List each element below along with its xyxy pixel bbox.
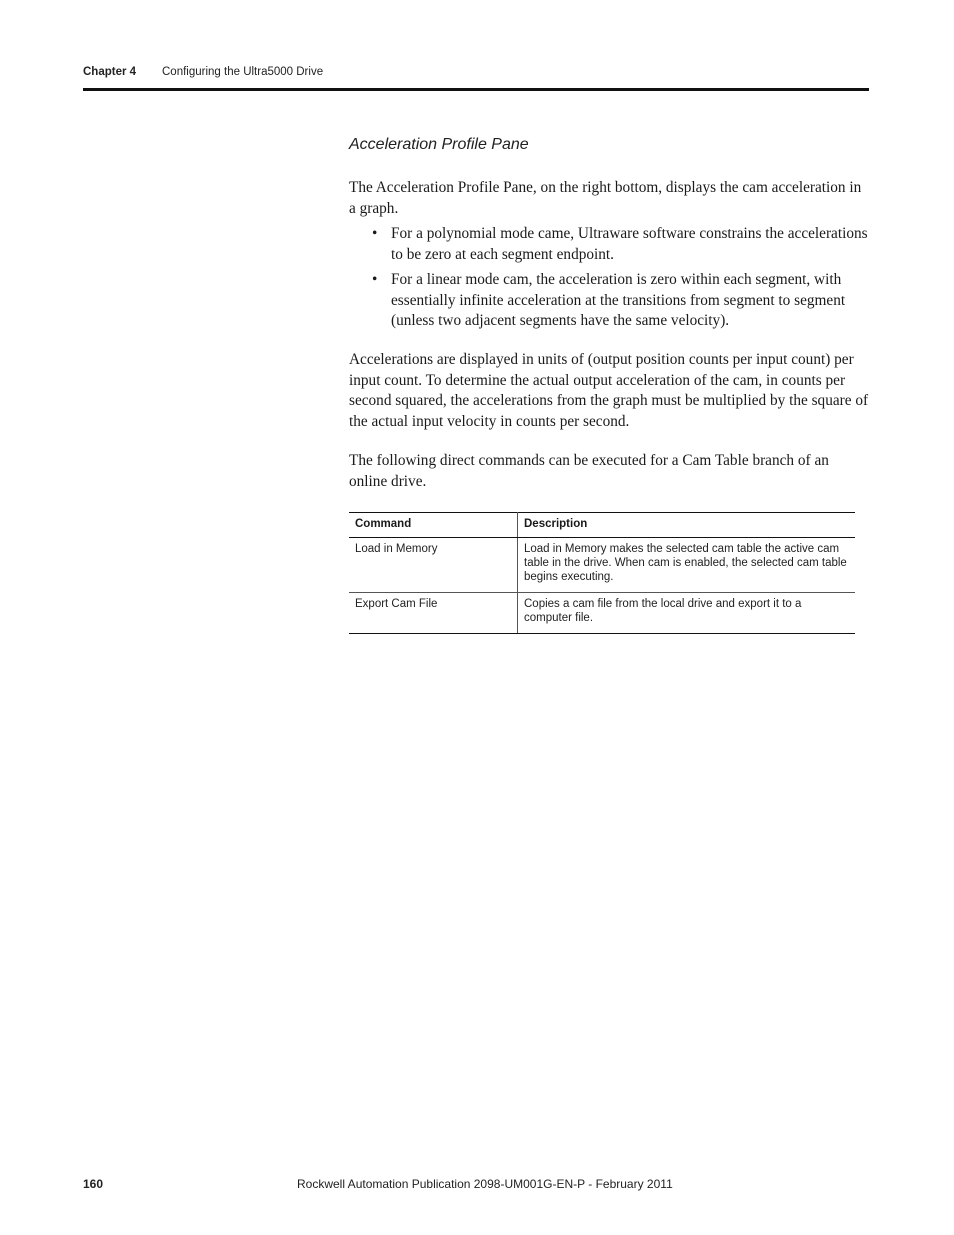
command-cell: Load in Memory (349, 538, 518, 593)
column-header-command: Command (349, 513, 518, 538)
commands-intro-paragraph: The following direct commands can be executed for a Cam Table branch of an online drive. (349, 452, 829, 490)
page-number: 160 (83, 1177, 104, 1191)
header-rule (83, 88, 869, 91)
chapter-title: Configuring the Ultra5000 Drive (162, 66, 324, 78)
intro-paragraph: The Acceleration Profile Pane, on the right bottom, displays the cam acceleration in a graph. (349, 179, 862, 217)
description-cell: Copies a cam file from the local drive and export it to a computer file. (518, 593, 856, 634)
table-row (349, 593, 855, 634)
bullet-text: For a polynomial mode came, Ultraware software constrains the accelerations to be zero at each segment endpoint. (391, 225, 868, 263)
chapter-label: Chapter 4 (83, 66, 137, 78)
publication-info: Rockwell Automation Publication 2098-UM001G-EN-P - February 2011 (297, 1177, 673, 1191)
description-cell: Load in Memory makes the selected cam table the active cam table in the drive. When cam is enabled, the selected cam table begins executing. (518, 538, 856, 593)
table-header-row (349, 513, 855, 538)
bullet-item (349, 224, 869, 265)
running-header (83, 66, 869, 78)
bullet-dot-icon: • (372, 271, 378, 288)
commands-table (349, 512, 855, 634)
bullet-dot-icon: • (372, 225, 378, 242)
column-header-description: Description (518, 513, 856, 538)
section-heading: Acceleration Profile Pane (349, 136, 529, 153)
bullet-text: For a linear mode cam, the acceleration is zero within each segment, with essentially infinite acceleration at the transitions from segment to segment (unless two adjacent segments have the same velocity). (391, 271, 846, 329)
bullet-item (349, 270, 869, 332)
table-row (349, 538, 855, 593)
units-paragraph: Accelerations are displayed in units of (output position counts per input count) per input count. To determine the actual output acceleration of the cam, in counts per second squared, the accelerations from the graph must be multiplied by the square of the actual input velocity in counts per second. (349, 351, 869, 430)
bullet-list (349, 224, 869, 337)
command-cell: Export Cam File (349, 593, 518, 634)
